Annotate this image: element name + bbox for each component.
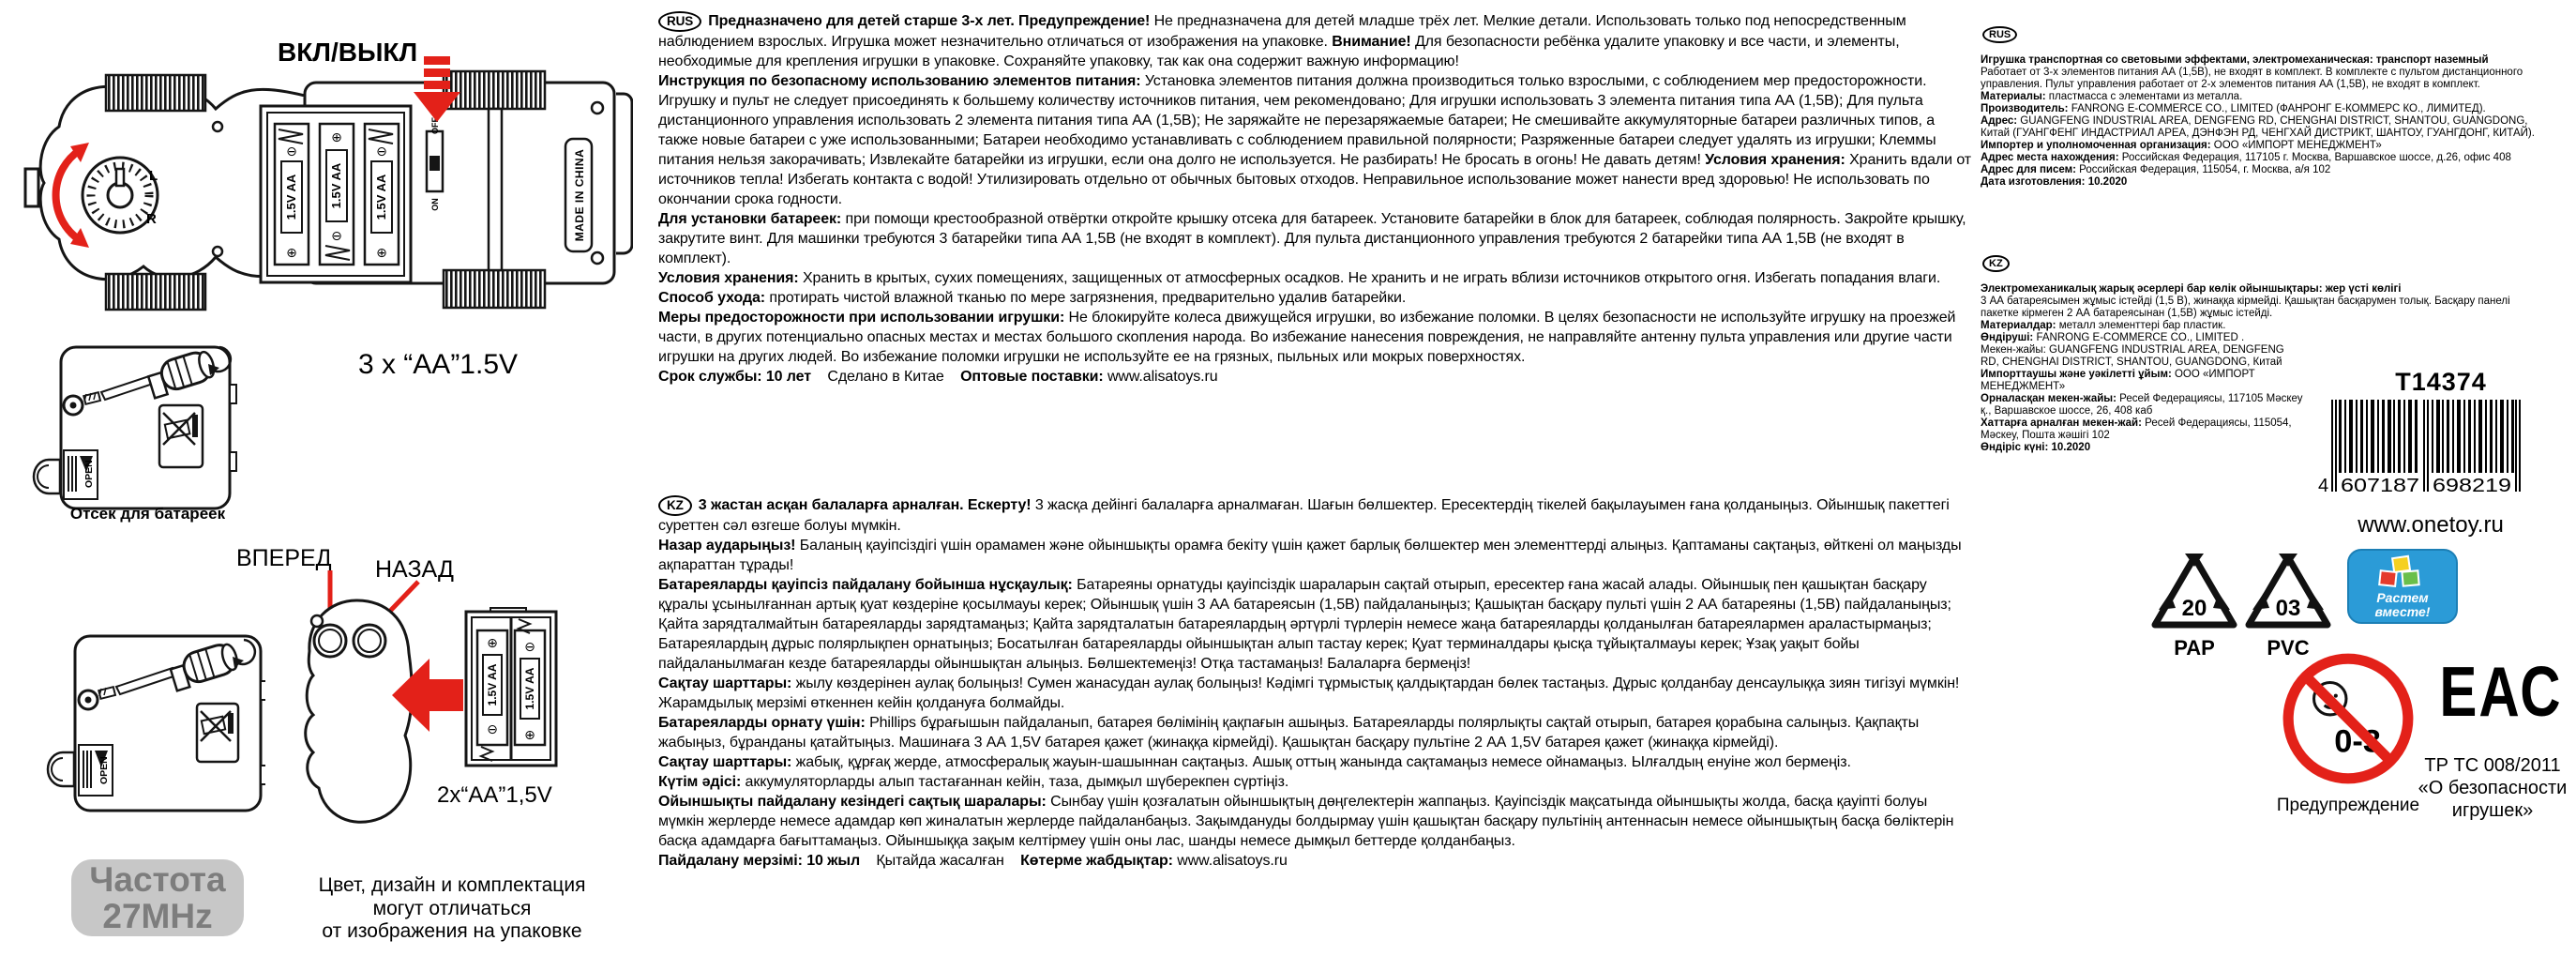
rastem-vmeste-logo <box>2346 548 2459 625</box>
text-run: Российская Федерация, 115054, г. Москва, а/я 102 <box>2075 164 2331 175</box>
svg-text:ON: ON <box>430 198 440 211</box>
text-run: пластмасса с элементами из металла. <box>2045 91 2243 102</box>
lang-badge-rus: RUS <box>1982 26 2017 43</box>
text-run: Работает от 3-х элементов питания АА (1,5В), не входят в комплект. В комплекте с пультом дистанционного управления. Пульт управления работает от 2-х элементов питания АА (1,5В), не входят в комплект. <box>1981 67 2523 90</box>
text-run: GUANGFENG INDUSTRIAL AREA, DENGFENG RD, CHENGHAI DISTRICT, SHANTOU, GUANGDONG, Китай (ГУАНГФЕНГ ИНДАСТРИАЛ АРЕА, ДЭНФЭН РД, ЧЕНГХАЙ ДИСТРИКТ, ШАНТОУ, ГУАНГДОНГ, КИТАЙ). <box>1981 115 2535 139</box>
kz-instructions <box>658 495 1971 871</box>
remote-battery-spec-label: 2x“AA”1,5V <box>437 782 552 808</box>
text-run: Предназначено для детей старше 3-х лет. Предупреждение! <box>708 13 1151 29</box>
svg-text:1.5V AA: 1.5V AA <box>329 162 343 209</box>
age-warning-icon <box>2277 647 2419 790</box>
car-front-nub <box>25 169 38 206</box>
car-battery-compartment <box>261 106 411 282</box>
svg-text:R: R <box>146 211 157 227</box>
text-run: Производитель: <box>1981 103 2069 114</box>
text-run: Батареяларды орнату үшін: <box>658 715 866 731</box>
text-run: Материалдар: <box>1981 320 2056 331</box>
text-run: Установка элементов питания должна производиться только взрослыми, с соблюдением мер предосторожности. Игрушку и пульт не следует присоединять к большему количеству источников питания, чем рекомендовано; Для игрушки использовать 3 элемента питания типа АА (1,5В); Для пульта дистанционного управления использовать 2 элемента питания типа АА (1,5В); Не заряжайте не перезаряжаемые батареи; Не смешивайте аккумуляторные батареи различных типов, а также новые батареи с уже использованными; Батареи необходимо устанавливать с соблюдением правильной полярности; Разряженные батареи следует удалять из игрушки; Клеммы питания нельзя закорачивать; Извлекайте батарейки из игрушки, если она долго не используется. Не разбирать! Не бросать в огонь! Не давать детям! <box>658 73 1940 168</box>
svg-text:⊖: ⊖ <box>331 229 342 244</box>
svg-text:1.5V AA: 1.5V AA <box>284 174 298 220</box>
svg-text:OFF: OFF <box>430 117 440 134</box>
text-run: Баланың қауіпсіздігі үшін орамамен және ойыншықты орамға бекіту үшін қажет барлық бөлшектер мен элементтерді алыңыз. Қаптаманы сақтаңыз, өйткені ол маңызды ақпараттан тұрады! <box>658 538 1966 573</box>
text-run: Ресей Федерациясы, 115054, Мәскеу, Пошта жәшігі 102 <box>1981 417 2292 441</box>
text-run: 3 жасқа дейінгі балаларға арналмаған. Шағын бөлшектер. Ересектердің тікелей бақылауымен ғана қолданыңыз. Ойыншық пакеттегі суреттен сәл өзгеше болуы мүмкін. <box>658 497 1954 534</box>
text-run: Назар аударыңыз! <box>658 538 796 554</box>
text-run: www.alisatoys.ru <box>1172 853 1288 869</box>
text-run: ООО «ИМПОРТ МЕНЕДЖМЕНТ» <box>1981 369 2255 392</box>
wheel-icon <box>106 274 205 310</box>
tr-ts-label: ТР ТС 008/2011 «О безопасности игрушек» <box>2418 755 2568 821</box>
open-tab <box>64 450 98 499</box>
product-code: T14374 <box>2395 368 2487 396</box>
text-run: 3 жастан асқан балаларға арналған. Ескерту! <box>698 497 1032 513</box>
forward-label: ВПЕРЕД <box>236 545 332 571</box>
text-run: Адрес: <box>1981 115 2018 127</box>
svg-text:⊕: ⊕ <box>331 130 342 145</box>
svg-text:0-3: 0-3 <box>2334 723 2382 760</box>
svg-text:4: 4 <box>2318 476 2329 496</box>
website: www.onetoy.ru <box>2358 512 2504 538</box>
text-run: Для установки батареек: <box>658 211 842 227</box>
backward-label: НАЗАД <box>375 556 454 583</box>
text-run: Phillips бұрағышын пайдаланып, батарея бөлімінің қақпағын ашыңыз. Батареяларды полярлықты сақтай отырып, батарея қорабына салыңыз. Қақпақты жабыңыз, бұранданы қатайтыңыз. Машинаға 3 АА 1,5V батарея қажет (жинаққа кірмейді). Қашықтан басқару пультіне 2 АА 1,5V батарея қажет (жинаққа кірмейді). <box>658 715 1923 751</box>
text-run: Срок службы: 10 лет <box>658 369 811 385</box>
open-tab <box>79 745 113 796</box>
wheel-icon <box>444 270 545 308</box>
text-run: Электромеханикалық жарық әсерлері бар көлік ойыншықтары: жер үсті көлігі <box>1981 283 2402 295</box>
barcode-digits <box>2318 476 2511 496</box>
text-run: Қытайда жасалған <box>860 853 1021 869</box>
text-run: Оптовые поставки: <box>960 369 1104 385</box>
text-run: Хаттарға арналған мекен-жай: <box>1981 417 2142 429</box>
crossed-bin-icon <box>197 704 238 762</box>
svg-text:20: 20 <box>2181 596 2207 621</box>
text-run: Орналасқан мекен-жайы: <box>1981 393 2117 404</box>
text-run: протирать чистой влажной тканью по мере загрязнения, предварительно удалив батарейки. <box>765 290 1407 306</box>
svg-text:OPEN: OPEN <box>98 756 110 784</box>
battery-box-diagram-1 <box>26 340 237 510</box>
svg-text:1.5V AA: 1.5V AA <box>374 174 388 220</box>
text-run: Сақтау шарттары: <box>658 754 792 770</box>
battery-cell <box>275 124 309 265</box>
text-run: жылу көздерінен аулақ болыңыз! Сумен жанасудан аулақ болыңыз! Кәдімгі тұрмыстық қалдықтардан бөлек тастаңыз. Дұрыс қолданбау денсаулыққа зиян тигізуі мүмкін! Жарамдылық мерзімі өткеннен кейін қолдануға болмайды. <box>658 675 1964 711</box>
crossed-bin-icon <box>159 405 203 467</box>
battery-cell <box>477 630 507 761</box>
text-run: ООО «ИМПОРТ МЕНЕДЖМЕНТ» <box>2210 140 2382 151</box>
recycle-pap-icon <box>2151 552 2237 660</box>
text-run: Көтерме жабдықтар: <box>1020 853 1173 869</box>
svg-text:1.5V AA: 1.5V AA <box>523 667 536 710</box>
text-run: Сделано в Китае <box>810 369 961 385</box>
text-run: Хранить вдали от источников тепла! Избегать контакта с водой! Утилизировать отдельно от обычных бытовых отходов. Неправильное использование может нанести вред здоровью! Не использовать по окончании срока годности. <box>658 152 1976 207</box>
lang-badge: KZ <box>658 495 692 516</box>
lang-badge-kz: KZ <box>1982 255 2010 272</box>
rus-instructions <box>658 11 1976 387</box>
text-run: Мекен-жайы: GUANGFENG INDUSTRIAL AREA, DENGFENG RD, CHENGHAI DISTRICT, SHANTOU, GUANGDONG, Китай <box>1981 344 2284 368</box>
frequency-badge: Частота 27MHz <box>71 859 244 936</box>
made-in-china-plate <box>565 139 592 251</box>
connector-plug <box>34 460 60 493</box>
text-run: жабық, құрғақ жерде, атмосфералық жауын-шашыннан сақтаңыз. Ашық оттың жанында сақтамаңыз немесе ойнамаңыз. Ылғалдың енуіне жол бермеңіз. <box>791 754 1851 770</box>
text-run: Сақтау шарттары: <box>658 675 792 691</box>
backward-button <box>354 625 385 657</box>
text-run: Материалы: <box>1981 91 2046 102</box>
recycle-pvc-icon <box>2245 552 2331 660</box>
car-top-view-diagram <box>23 28 633 328</box>
connector-plug <box>48 752 74 786</box>
svg-text:L: L <box>149 168 158 184</box>
text-run: Хранить в крытых, сухих помещениях, защищенных от атмосферных осадков. Не хранить и не играть вблизи источников открытого огня. Избегать попадания влаги. <box>798 270 1941 286</box>
text-run: FANRONG E-COMMERCE CO., LIMITED . <box>2033 332 2245 343</box>
text-run: Российская Федерация, 117105 г. Москва, Варшавское шоссе, д.26, офис 408 <box>2118 152 2511 163</box>
power-switch-label: ВКЛ/ВЫКЛ <box>278 38 418 67</box>
text-run: Сынбау үшін қозғалатын ойыншықтың дөңгелектерін жаппаңыз. Қауіпсіздік мақсатында ойыншықты жолда, басқа қауіпті болуы мүмкін жерлерде немесе адамдар көп жиналатын жерлерде пайдаланбаңыз. Зақымдануды болдырмау үшін қашықтан басқару пультінің антеннасын немесе ойыншықтың басқа бөліктерін басқа адамдарға бағыттамаңыз. Ойыншыққа зақым келтірмеу үшін оны лас, шанды немесе дымқыл беттерде қолданбаңыз. <box>658 794 1958 849</box>
remote-battery-pack <box>464 606 558 770</box>
warning-caption: Предупреждение <box>2276 796 2420 815</box>
svg-text:03: 03 <box>2275 596 2301 621</box>
text-run: Адрес места нахождения: <box>1981 152 2119 163</box>
svg-text:607187: 607187 <box>2341 476 2419 496</box>
svg-text:⊖: ⊖ <box>487 722 498 737</box>
svg-text:Растем: Растем <box>2376 590 2429 605</box>
wheel-icon <box>106 75 205 111</box>
svg-text:⊕: ⊕ <box>487 636 498 651</box>
car-battery-spec-label: 3 x “AA”1.5V <box>357 349 519 380</box>
svg-text:OPEN: OPEN <box>83 460 95 488</box>
text-run: Игрушка транспортная со световыми эффектами, электромеханическая: транспорт наземный <box>1981 54 2489 66</box>
info-kz-text-wide <box>1981 283 2543 320</box>
text-run: Внимание! <box>1332 34 1411 50</box>
svg-text:1.5V AA: 1.5V AA <box>486 663 499 706</box>
text-run: Батареяны орнатуды қауіпсіздік шараларын сақтай отырып, ересектер ғана жасай алады. Ойыншық пен қашықтан басқару құралы ұсынылғаннан артық қуат көздеріне қосылмауы керек; Ойыншық үшін 3 АА батареясын (1,5В) пайдаланыңыз; Қашықтан басқару пульті үшін 2 АА батареяны (1,5В) пайдаланыңыз; Қайта зарядталмайтын батареяларды зарядтамаңыз; Қайта зарядталатын батареялардың әртүрлі түрлерін немесе жаңа батареяларды қолданылған батареялармен араластырмаңыз; Батареялардың дұрыс полярлықпен орнатыңыз; Босатылған батареяларды ойыншықтан алып тастау керек; Қуат терминалдары қысқа тұйықталмауы керек; Ұзақ уақыт бойы пайдаланылмаған кезде батареяларды ойыншықтан алыңыз. Бөлшектемеңіз! Отқа тастамаңыз! Балаларға бермеңіз! <box>658 577 1956 672</box>
led-icon <box>311 615 323 627</box>
info-kz-text <box>1981 320 2304 454</box>
text-run: Батареяларды қауіпсіз пайдалану бойынша нұсқаулық: <box>658 577 1073 593</box>
text-run: Условия хранения: <box>1705 152 1845 168</box>
svg-text:698219: 698219 <box>2433 476 2511 496</box>
battery-box-label: Отсек для батареек <box>69 505 226 523</box>
text-run: Не предназначена для детей младше трёх лет. Мелкие детали. Использовать только под непосредственным наблюдением взрослых. Игрушка может незначительно отличаться от изображения на упаковке. <box>658 13 1910 50</box>
svg-text:⊕: ⊕ <box>524 728 535 743</box>
text-run: Ресей Федерациясы, 117105 Мәскеу қ., Варшавское шоссе, 26, 408 каб <box>1981 393 2303 417</box>
battery-cell <box>515 619 545 745</box>
text-run: Өндіруші: <box>1981 332 2034 343</box>
color-disclaimer: Цвет, дизайн и комплектация могут отличаться от изображения на упаковке <box>318 874 586 942</box>
text-run: Инструкция по безопасному использованию элементов питания: <box>658 73 1141 89</box>
text-run: Не блокируйте колеса движущейся игрушки, во избежание поломки. В целях безопасности не используйте игрушку на проезжей части, в других потенциально опасных местах и местах большого скопления народа. Во избежание нанесения повреждения, не направляйте антенну пульта управления или другие части игрушки на других людей. Во избежание поломки игрушки не используйте ее на грязных, пыльных или мокрых поверхностях. <box>658 310 1960 365</box>
text-run: Пайдалану мерзімі: 10 жыл <box>658 853 861 869</box>
lang-badge: RUS <box>658 11 701 32</box>
pap-label: PAP <box>2174 636 2215 660</box>
wheel-icon <box>444 71 545 109</box>
text-run: Условия хранения: <box>658 270 799 286</box>
info-rus <box>1981 26 2543 189</box>
info-rus-text <box>1981 54 2543 189</box>
text-run: Для безопасности ребёнка удалите упаковку и все части, и элементы, необходимые для крепления игрушки в упаковке. Сохраняйте упаковку, так как она содержит важную информацию! <box>658 34 1904 69</box>
text-run: www.alisatoys.ru <box>1103 369 1218 385</box>
text-run: Меры предосторожности при использовании игрушки: <box>658 310 1065 326</box>
svg-text:⊖: ⊖ <box>286 144 297 159</box>
svg-text:⊕: ⊕ <box>376 246 387 261</box>
text-run: Дата изготовления: 10.2020 <box>1981 176 2128 188</box>
text-run: при помощи крестообразной отвёртки откройте крышку отсека для батареек. Установите батарейки в блок для батареек, соблюдая полярность. Закройте крышку, закрутите винт. Для машинки требуются 3 батарейки типа АА 1,5В (не входят в комплект). Для пульта дистанционного управления требуются 2 батарейки типа АА 1,5В (не входят в комплект). <box>658 211 1970 266</box>
text-run: Адрес для писем: <box>1981 164 2076 175</box>
svg-text:вместе!: вместе! <box>2374 604 2431 619</box>
text-run: 3 АА батареясымен жұмыс істейді (1,5 В), жинаққа кірмейді. Қашықтан басқарумен толық. Басқару панелі пакетке кірмеген 2 АА батареясынан (1,5В) жұмыс істейді. <box>1981 296 2510 319</box>
text-run: Ойыншықты пайдалану кезіндегі сақтық шаралары: <box>658 794 1047 810</box>
barcode <box>2318 398 2543 510</box>
text-run: металл элементтері бар пластик. <box>2056 320 2226 331</box>
text-run: Күтім әдісі: <box>658 774 742 790</box>
svg-text:⊖: ⊖ <box>524 640 535 655</box>
text-run: Импортер и уполномоченная организация: <box>1981 140 2211 151</box>
battery-cell <box>365 124 399 265</box>
forward-button <box>314 625 346 657</box>
text-run: Способ ухода: <box>658 290 766 306</box>
battery-cell <box>320 124 354 265</box>
svg-text:⊕: ⊕ <box>286 246 297 261</box>
text-run: аккумуляторларды алып тастағаннан кейін, таза, дымқыл шүберекпен сүртіңіз. <box>741 774 1289 790</box>
arrow-left-icon <box>390 651 465 740</box>
text-run: FANRONG E-COMMERCE CO., LIMITED (ФАНРОНГ Е-КОММЕРС КО., ЛИМИТЕД). <box>2068 103 2486 114</box>
svg-text:MADE IN CHINA: MADE IN CHINA <box>573 148 586 242</box>
svg-text:⊖: ⊖ <box>376 144 387 159</box>
text-run: Импорттаушы және уәкілетті ұйым: <box>1981 369 2172 380</box>
car-rear-bumper <box>616 94 632 253</box>
text-run: Өндіріс күні: 10.2020 <box>1981 442 2091 453</box>
pvc-label: PVC <box>2267 636 2310 660</box>
battery-box-diagram-2 <box>36 627 265 812</box>
eac-mark: ЕАС <box>2439 652 2563 731</box>
